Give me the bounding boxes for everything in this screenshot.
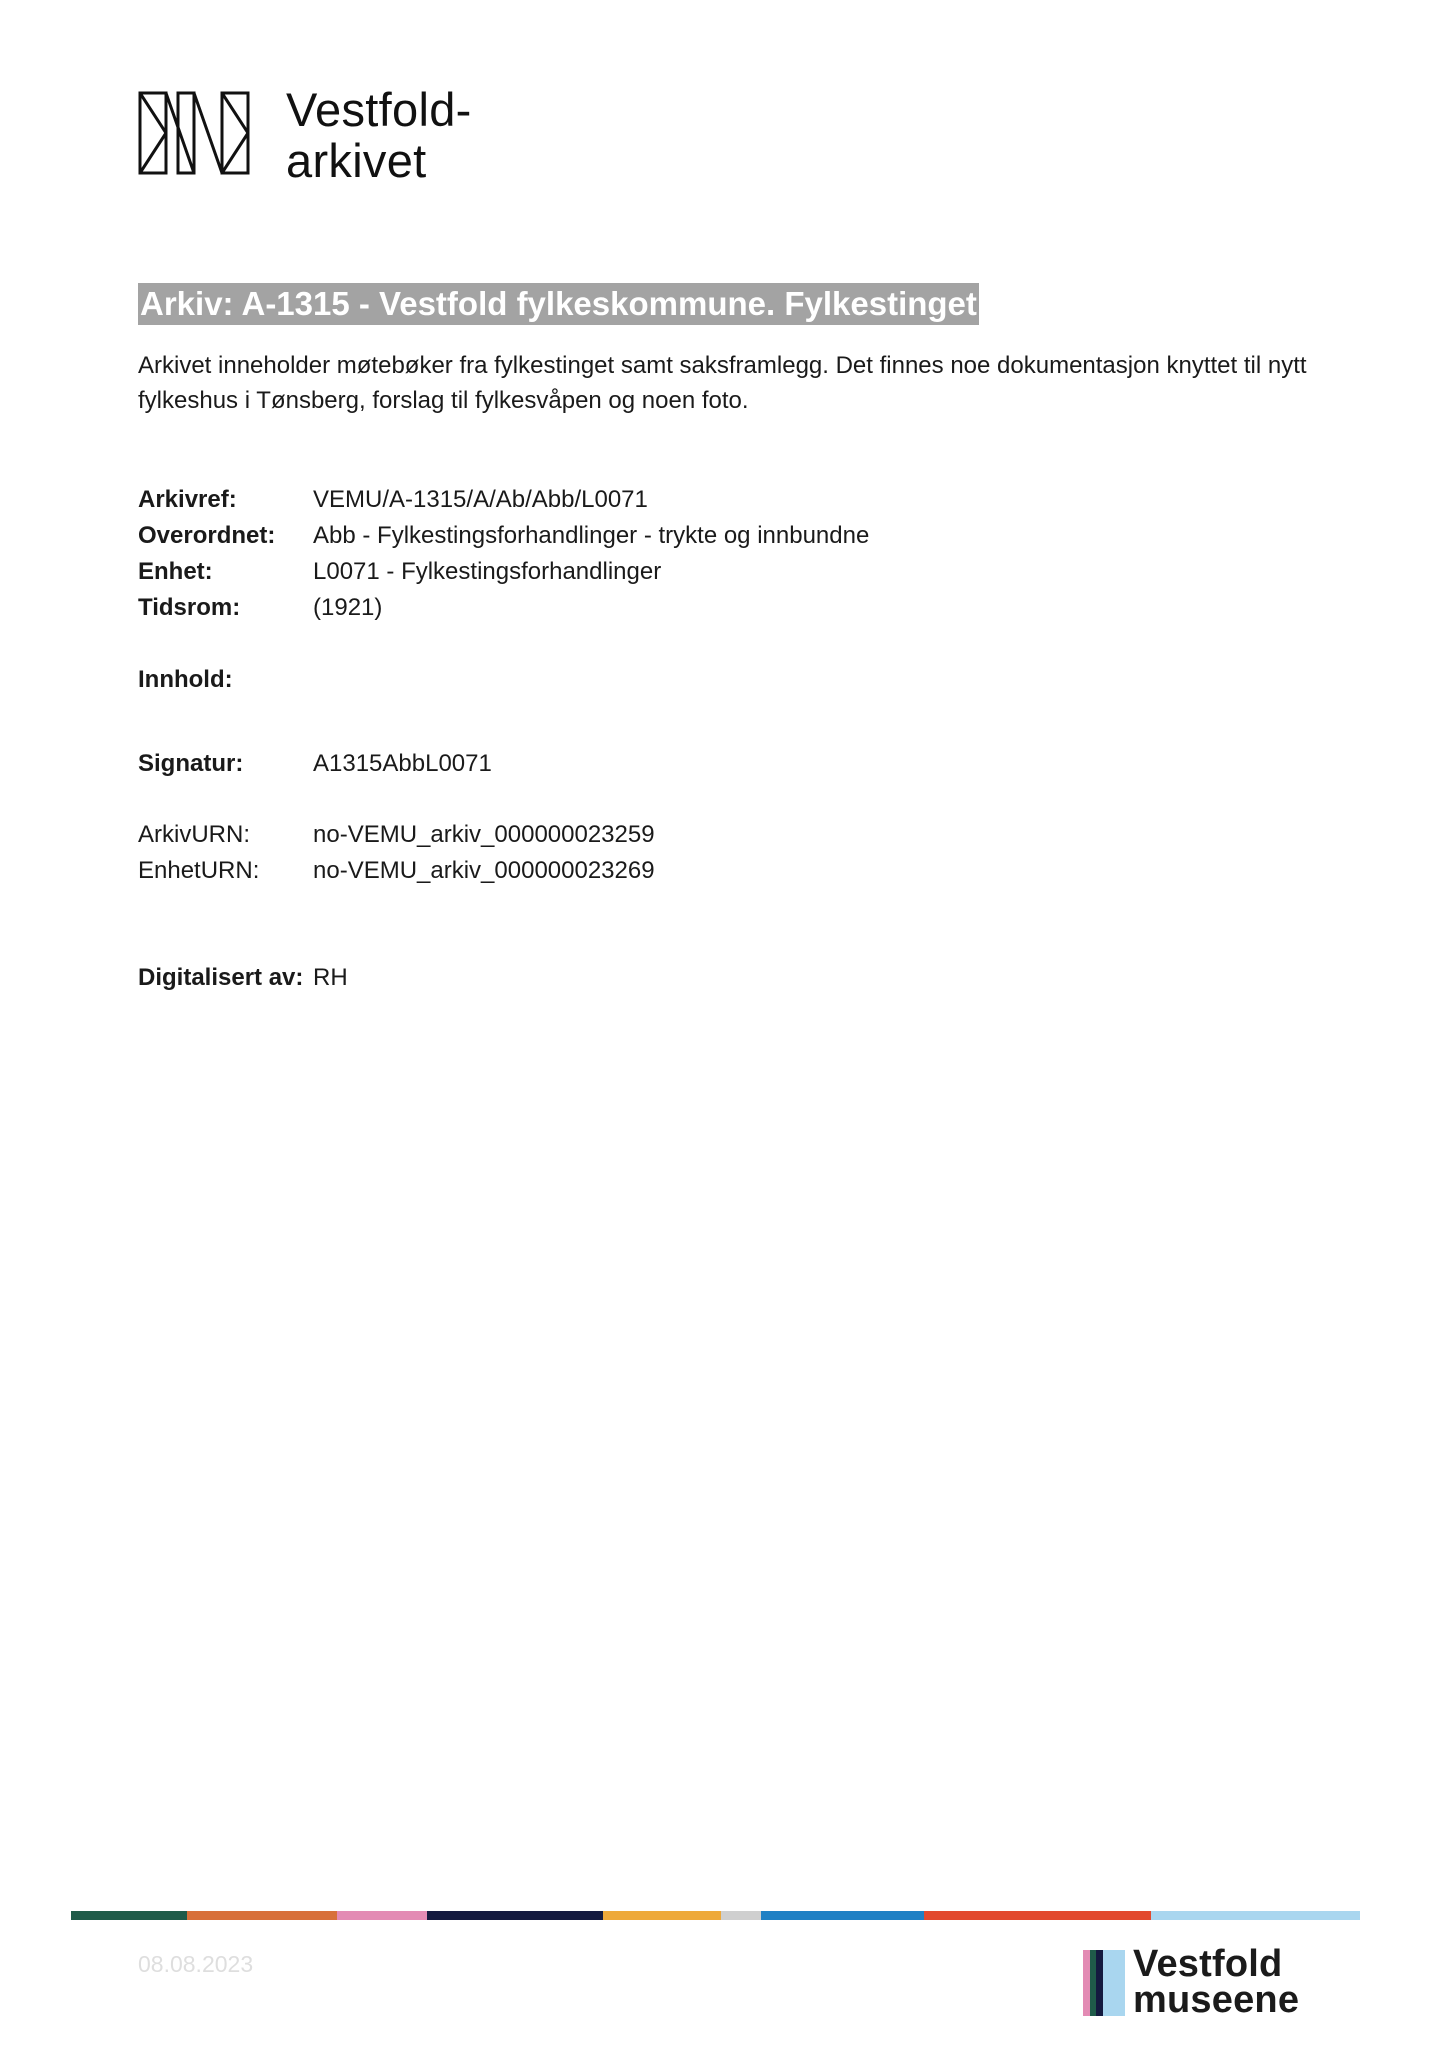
field-value: (1921) — [313, 594, 383, 621]
color-segment — [1151, 1911, 1360, 1920]
field-value: no-VEMU_arkiv_000000023259 — [313, 821, 655, 848]
field-value: Abb - Fylkestingsforhandlinger - trykte og innbundne — [313, 522, 870, 549]
field-label: Innhold: — [138, 666, 233, 693]
page-title: Arkiv: A-1315 - Vestfold fylkeskommune. Fylkestinget — [138, 283, 979, 325]
footer-date: 08.08.2023 — [138, 1951, 254, 1977]
field-label: Signatur: — [138, 750, 244, 777]
field-label: Overordnet: — [138, 522, 276, 549]
color-segment — [924, 1911, 1151, 1920]
color-segment — [187, 1911, 337, 1920]
field-label: Arkivref: — [138, 486, 237, 513]
field-label: Digitalisert av: — [138, 964, 304, 991]
color-segment — [603, 1911, 721, 1920]
color-segment — [337, 1911, 427, 1920]
field-value: A1315AbbL0071 — [313, 750, 492, 777]
field-label: Tidsrom: — [138, 594, 241, 621]
vestfoldmuseene-logo — [1083, 1943, 1300, 2021]
field-value: VEMU/A-1315/A/Ab/Abb/L0071 — [313, 486, 648, 513]
color-segment — [427, 1911, 603, 1920]
field-label: Enhet: — [138, 558, 213, 585]
description-paragraph: Arkivet inneholder møtebøker fra fylkestinget samt saksframlegg. Det finnes noe dokumentasjon knyttet til nytt fylkeshus i Tønsberg, forslag til fylkesvåpen og noen foto. — [138, 352, 1307, 414]
field-label: EnhetURN: — [138, 857, 260, 884]
color-segment — [71, 1911, 187, 1920]
field-value: L0071 - Fylkestingsforhandlinger — [313, 558, 662, 585]
footer-logo-text: Vestfold museene — [1133, 1943, 1300, 2021]
archive-logo-icon — [138, 91, 250, 175]
vestfoldarkivet-logo — [138, 83, 472, 187]
color-segment — [721, 1911, 761, 1920]
museum-logo-icon — [1083, 1950, 1129, 2016]
footer-color-bar — [71, 1911, 1360, 1920]
field-value: no-VEMU_arkiv_000000023269 — [313, 857, 655, 884]
color-segment — [761, 1911, 924, 1920]
field-label: ArkivURN: — [138, 821, 250, 848]
logo-text: Vestfold- arkivet — [286, 83, 472, 187]
field-value: RH — [313, 964, 348, 991]
